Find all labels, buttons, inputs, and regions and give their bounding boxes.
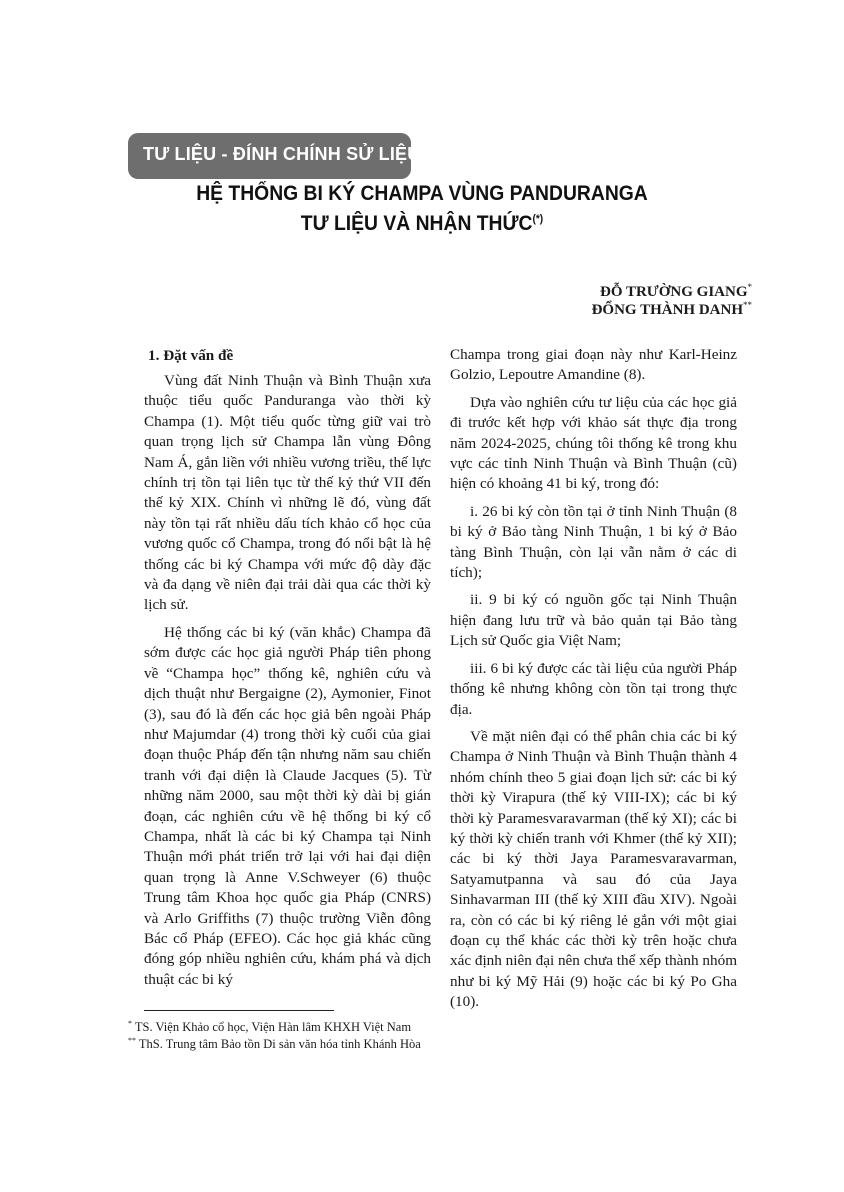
article-title-line-2	[34, 212, 810, 236]
title-text-1: HỆ THỐNG BI KÝ CHAMPA VÙNG PANDURANGA	[196, 182, 648, 205]
list-item: ii. 9 bi ký có nguồn gốc tại Ninh Thuận hiện đang lưu trữ và bảo quản tại Bảo tàng Lịch sử Quốc gia Việt Nam;	[450, 591, 737, 650]
right-column	[450, 345, 737, 1020]
paragraph: Hệ thống các bi ký (văn khắc) Champa đã sớm được các học giả người Pháp tiên phong về “Champa học” thống kê, nghiên cứu và dịch thuật như Bergaigne (2), Aymonier, Finot (3), sau đó là đến các học giả bên ngoài Pháp như Majumdar (4) trong thời kỳ cuối của giai đoạn thuộc Pháp đến tận nhưng năm sau chiến tranh với đại diện là Claude Jacques (5). Từ những năm 2000, sau một thời kỳ dài bị gián đoạn, các nghiên cứu về hệ thống bi ký cổ Champa, nhất là các bi ký Champa tại Ninh Thuận mới phát triển trở lại với hai đại diện quan trọng là Anne V.Schweyer (6) thuộc Trung tâm Khoa học quốc gia Pháp (CNRS) và Arlo Griffiths (7) thuộc trường Viễn đông Bác cổ Pháp (EFEO). Các học giả khác cũng đóng góp nhiều nghiên cứu, khám phá và dịch thuật các bi ký	[144, 623, 431, 988]
section-heading: 1. Đặt vấn đề	[148, 347, 234, 364]
footnote-text: ThS. Trung tâm Bảo tồn Di sản văn hóa tỉnh Khánh Hòa	[138, 1037, 421, 1052]
footnote-mark: *	[128, 1019, 132, 1028]
author-mark: *	[747, 282, 752, 292]
list-item: iii. 6 bi ký được các tài liệu của người Pháp thống kê nhưng không còn tồn tại trong thực địa.	[450, 659, 737, 718]
title-note-mark: (*)	[532, 213, 544, 225]
left-column	[144, 345, 431, 997]
section-tag-label: TƯ LIỆU - ĐÍNH CHÍNH SỬ LIỆU	[143, 144, 421, 164]
author-name: ĐỖ TRƯỜNG GIANG	[599, 284, 748, 300]
author-mark: **	[743, 300, 752, 310]
paragraph: Về mặt niên đại có thể phân chia các bi ký Champa ở Ninh Thuận và Bình Thuận thành 4 nhóm chính theo 5 giai đoạn lịch sử: các bi ký thời kỳ Virapura (thế kỷ VIII-IX); các bi ký thời kỳ Paramesvaravarman (thế kỷ XI); các bi ký thời kỳ chiến tranh với Khmer (thế kỷ XII); các bi ký thời Jaya Paramesvaravarman, Satyamutpanna và sau đó của Jaya Sinhavarman III (thế kỷ XIII đầu XIV). Ngoài ra, còn có các bi ký riêng lẻ gắn với một giai đoạn cụ thể khác các thời kỳ trên hoặc chưa xác định niên đại nên chưa thể xếp thành nhóm như bi ký Mỹ Hải (9) hoặc các bi ký Po Gha (10).	[450, 727, 738, 1011]
footnote-mark: **	[128, 1036, 136, 1045]
author-2	[592, 300, 752, 319]
footnote-1	[128, 1019, 411, 1035]
paragraph: Vùng đất Ninh Thuận và Bình Thuận xưa thuộc tiểu quốc Panduranga vào thời kỳ Champa (1). Một tiểu quốc từng giữ vai trò quan trọng lịch sử Champa lẫn vùng Đông Nam Á, gắn liền với nhiều vương triều, thế lực chính trị tồn tại liên tục từ thế kỷ thứ VII đến thế kỷ XIX. Chính vì những lẽ đó, vùng đất này tồn tại rất nhiều dấu tích khảo cổ học của vương quốc cổ Champa, trong đó nổi bật là hệ thống các bi ký Champa với mức độ dày đặc và đa dạng về niên đại trải dài qua các thời kỳ lịch sử.	[144, 372, 431, 614]
paragraph-continuation: Champa trong giai đoạn này như Karl-Heinz Golzio, Lepoutre Amandine (8).	[450, 346, 737, 384]
footnote-text: TS. Viện Khảo cổ học, Viện Hàn lâm KHXH Việt Nam	[134, 1020, 412, 1035]
title-text-2: TƯ LIỆU VÀ NHẬN THỨC	[300, 212, 533, 235]
paragraph: Dựa vào nghiên cứu tư liệu của các học giả đi trước kết hợp với khảo sát thực địa trong năm 2024-2025, chúng tôi thống kê trong khu vực các tỉnh Ninh Thuận và Bình Thuận (cũ) hiện có khoảng 41 bi ký, trong đó:	[450, 393, 737, 493]
author-1	[600, 282, 752, 301]
footnote-2	[128, 1036, 421, 1052]
section-tag	[128, 133, 421, 179]
author-name: ĐỔNG THÀNH DANH	[591, 302, 743, 318]
footnote-divider	[144, 1010, 334, 1011]
list-item: i. 26 bi ký còn tồn tại ở tỉnh Ninh Thuận (8 bi ký ở Bảo tàng Ninh Thuận, 1 bi ký ở Bảo tàng Bình Thuận, còn lại vẫn nằm ở các di tích);	[450, 502, 737, 582]
article-title-line-1	[34, 182, 810, 206]
